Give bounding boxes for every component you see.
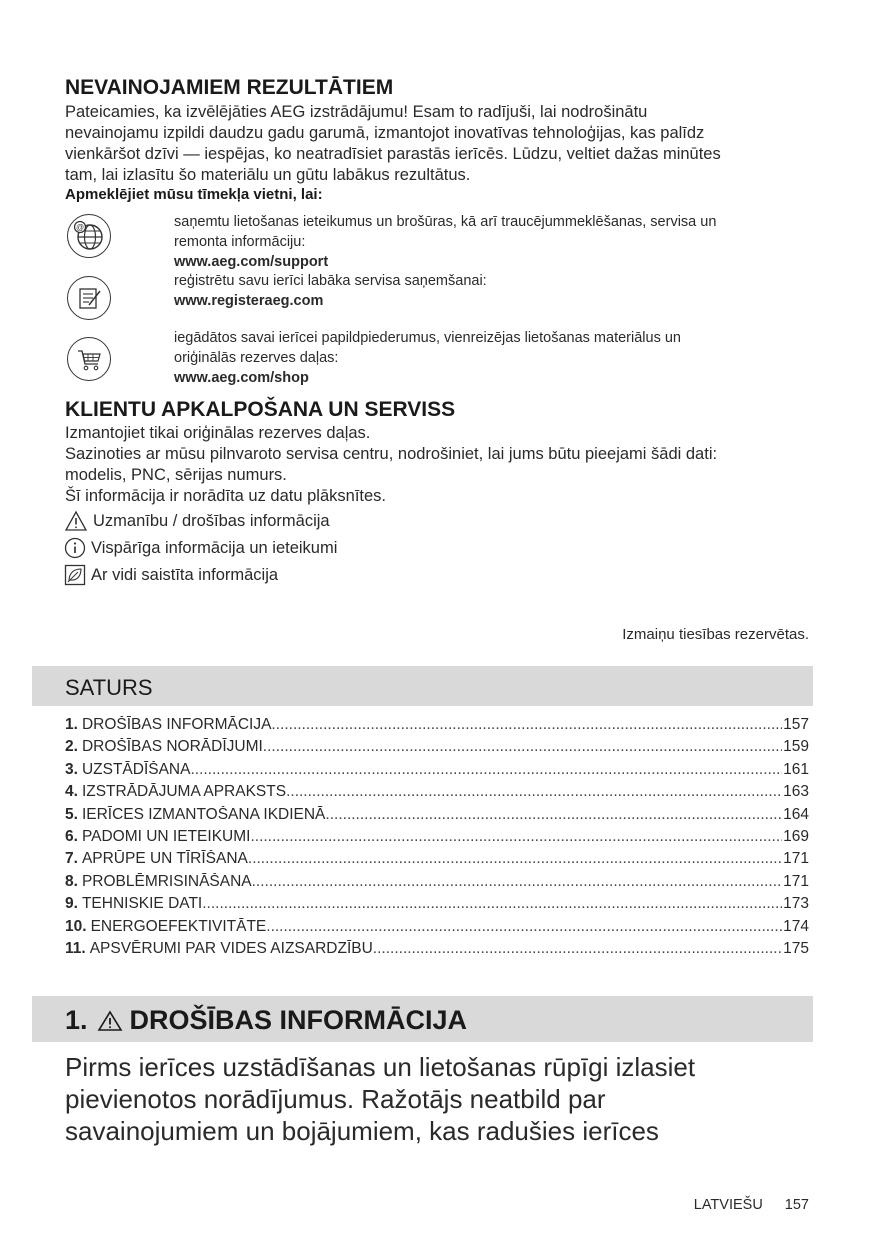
service-line: Šī informācija ir norādīta uz datu plāksnītes. (65, 487, 386, 505)
toc-page: 173 (783, 895, 809, 913)
toc-num: 1. (65, 716, 78, 733)
link-desc: remonta informāciju: (174, 234, 306, 250)
rights-notice: Izmaiņu tiesības rezervētas. (622, 626, 809, 643)
toc-label: DROŠĪBAS INFORMĀCIJA (81, 716, 272, 733)
toc-label: APSVĒRUMI PAR VIDES AIZSARDZĪBU (89, 939, 373, 957)
section1-line: savainojumiem un bojājumiem, kas radušies ierīces (65, 1116, 659, 1146)
toc-num: 3. (65, 760, 78, 778)
toc-label: DROŠĪBAS NORĀDĪJUMI (81, 738, 263, 756)
page-footer (694, 1197, 809, 1213)
intro-line: Pateicamies, ka izvēlējāties AEG izstrādājumu! Esam to radījuši, lai nodrošinātu (65, 103, 648, 121)
toc-item[interactable] (65, 783, 809, 805)
toc-item[interactable] (65, 761, 809, 783)
service-line: Izmantojiet tikai oriģinālas rezerves daļas. (65, 424, 371, 442)
warning-icon (64, 510, 88, 532)
intro-line: nevainojamu izpildi daudzu gadu garumā, izmantojot inovatīvas tehnoloģijas, kas palīdz (65, 124, 705, 142)
toc-num: 4. (65, 783, 78, 801)
link-desc: reģistrētu savu ierīci labāka servisa saņemšanai: (174, 273, 487, 289)
intro-line: vienkāršot dzīvi — iespējas, ko neatradīsiet parastās ierīcēs. Lūdzu, veltiet dažas minūtes (65, 145, 721, 163)
toc-label: UZSTĀDĪŠANA (81, 760, 191, 778)
toc-label: PROBLĒMRISINĀŠANA (81, 872, 252, 890)
toc-label: TEHNISKIE DATI (81, 895, 203, 913)
toc-item[interactable] (65, 716, 809, 738)
toc-label: ENERGOEFEKTIVITĀTE (90, 917, 267, 935)
link-desc: saņemtu lietošanas ieteikumus un brošūras, kā arī traucējummeklēšanas, servisa un (174, 214, 717, 230)
section1-line: pievienotos norādījumus. Ražotājs neatbild par (65, 1084, 606, 1114)
intro-line: tam, lai izlasītu šo materiālu un gūtu labākus rezultātus. (65, 166, 471, 184)
shopping-cart-icon (67, 337, 111, 381)
footer-page-number: 157 (784, 1197, 809, 1213)
section1-header (32, 996, 813, 1042)
intro-title: NEVAINOJAMIEM REZULTĀTIEM (65, 76, 394, 99)
toc-num: 7. (65, 850, 78, 868)
note-warning (64, 510, 330, 532)
service-line: modelis, PNC, sērijas numurs. (65, 466, 287, 484)
toc-label: APRŪPE UN TĪRĪŠANA (81, 850, 248, 868)
service-line: Sazinoties ar mūsu pilnvaroto servisa centru, nodrošiniet, lai jums būtu pieejami šādi dati: (65, 445, 718, 463)
table-of-contents (65, 716, 809, 962)
link-shop-block (174, 328, 681, 388)
note-info (64, 537, 337, 559)
toc-item[interactable] (65, 918, 809, 940)
contents-header (32, 666, 813, 706)
toc-num: 5. (65, 805, 78, 823)
section1-title: DROŠĪBAS INFORMĀCIJA (129, 1005, 468, 1035)
toc-num: 2. (65, 738, 78, 756)
toc-label: IERĪCES IZMANTOŠANA IKDIENĀ (81, 805, 326, 823)
register-link[interactable]: www.registeraeg.com (174, 293, 324, 309)
toc-num: 10. (65, 917, 87, 935)
note-text: Ar vidi saistīta informācija (91, 565, 279, 584)
leaf-icon (64, 564, 86, 586)
toc-item[interactable] (65, 850, 809, 872)
toc-label: PADOMI UN IETEIKUMI (81, 827, 251, 845)
section1-heading (65, 1005, 467, 1036)
link-desc: iegādātos savai ierīcei papildpiederumus, vienreizējas lietošanas materiālus un (174, 330, 681, 346)
link-support-block (174, 212, 716, 272)
toc-num: 9. (65, 895, 78, 913)
toc-page: 175 (783, 939, 809, 957)
toc-num: 11. (65, 939, 86, 957)
service-paragraph (65, 423, 717, 507)
toc-item[interactable] (65, 940, 809, 962)
toc-page: 164 (783, 805, 809, 823)
section1-number: 1. (65, 1005, 88, 1035)
contents-title: SATURS (65, 675, 153, 700)
section1-line: Pirms ierīces uzstādīšanas un lietošanas rūpīgi izlasiet (65, 1052, 696, 1082)
toc-page: 159 (783, 738, 809, 756)
toc-page: 163 (783, 783, 809, 801)
toc-item[interactable] (65, 873, 809, 895)
note-text: Vispārīga informācija un ieteikumi (91, 538, 338, 557)
toc-label: IZSTRĀDĀJUMA APRAKSTS (81, 783, 287, 801)
section1-paragraph (65, 1051, 695, 1147)
toc-num: 6. (65, 827, 78, 845)
link-desc: oriģinālās rezerves daļas: (174, 350, 339, 366)
support-link[interactable]: www.aeg.com/support (174, 254, 329, 270)
shop-link[interactable]: www.aeg.com/shop (174, 370, 309, 386)
intro-paragraph (65, 102, 721, 186)
warning-icon (96, 1009, 124, 1033)
visit-label: Apmeklējiet mūsu tīmekļa vietni, lai: (65, 186, 323, 203)
toc-item[interactable] (65, 738, 809, 760)
note-environment (64, 564, 278, 586)
toc-num: 8. (65, 872, 78, 890)
toc-page: 169 (783, 827, 809, 845)
link-register-block (174, 271, 487, 311)
toc-page: 161 (783, 760, 809, 778)
toc-page: 174 (783, 917, 809, 935)
toc-page: 157 (783, 716, 809, 733)
register-icon (67, 276, 111, 320)
info-icon (64, 537, 86, 559)
svg-text:@: @ (75, 223, 85, 232)
toc-item[interactable] (65, 828, 809, 850)
toc-item[interactable] (65, 895, 809, 917)
footer-language: LATVIEŠU (693, 1197, 763, 1213)
toc-page: 171 (783, 872, 809, 890)
service-title: KLIENTU APKALPOŠANA UN SERVISS (65, 398, 456, 421)
toc-page: 171 (783, 850, 809, 868)
toc-item[interactable] (65, 806, 809, 828)
note-text: Uzmanību / drošības informācija (93, 511, 330, 530)
globe-icon (67, 214, 111, 258)
